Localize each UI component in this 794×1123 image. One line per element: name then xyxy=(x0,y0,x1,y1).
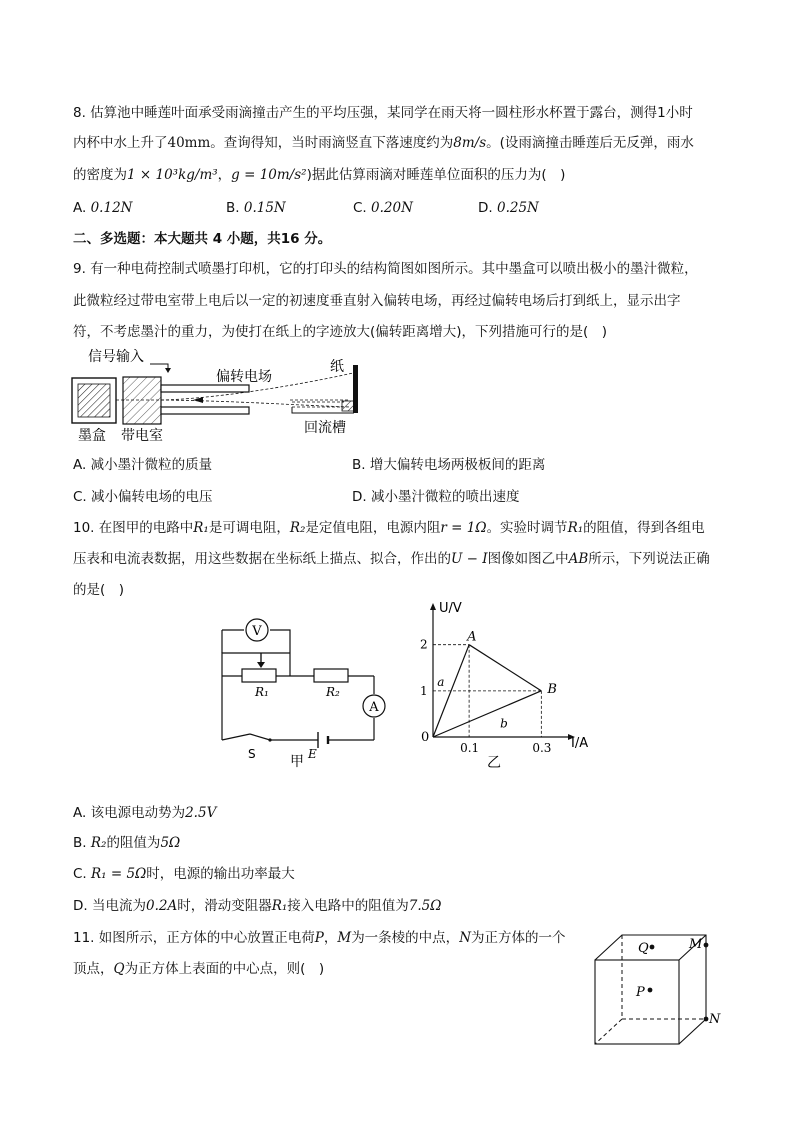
q8-line-3 xyxy=(73,165,565,185)
printer-diagram xyxy=(60,345,370,445)
q8-option-a[interactable]: A. 0.12N xyxy=(73,200,133,216)
point-p xyxy=(648,988,653,993)
cube-diagram xyxy=(585,925,725,1050)
q8-gravity: g = 10m/s² xyxy=(231,167,307,183)
q11-line-1: 11. 如图所示，正方体的中心放置正电荷P，M为一条棱的中点，N为正方体的一个 xyxy=(73,930,566,946)
charge-label: 带电室 xyxy=(121,428,163,444)
point-n-label: N xyxy=(709,1012,721,1027)
point-n xyxy=(704,1017,709,1022)
section-heading: 二、多选题：本大题共 4 小题，共16 分。 xyxy=(73,231,332,247)
upper-plate xyxy=(161,385,249,392)
q9-line-3: 符，不考虑墨汁的重力，为使打在纸上的字迹放大(偏转距离增大)，下列措施可行的是( ) xyxy=(73,324,608,340)
gutter-label: 回流槽 xyxy=(304,420,346,436)
q10-option-c[interactable]: C. R₁ = 5Ω时，电源的输出功率最大 xyxy=(73,866,295,882)
q10-line-3: 的是( ) xyxy=(73,582,125,598)
ammeter-label: A xyxy=(369,700,379,715)
q8-speed: 8m/s xyxy=(453,135,487,151)
ink-label: 墨盒 xyxy=(78,428,106,444)
gutter xyxy=(342,401,354,411)
q11-line-2: 顶点，Q为正方体上表面的中心点，则( ) xyxy=(73,961,325,977)
point-p-label: P xyxy=(636,985,645,1000)
x-tick-label: 0.3 xyxy=(532,741,552,755)
cube-front-face xyxy=(595,960,679,1044)
line-b-label: b xyxy=(500,716,508,731)
signal-input-label: 信号输入 xyxy=(88,349,144,365)
signal-arrow xyxy=(165,368,171,373)
q8-text: 。查询得知，当时雨滴竖直下落速度约为 xyxy=(210,135,454,151)
circuit-caption: 甲 xyxy=(290,754,304,770)
charge-chamber xyxy=(123,377,161,424)
paper-label: 纸 xyxy=(330,359,344,375)
r2-resistor xyxy=(314,669,348,682)
q10-line-2: 压表和电流表数据，用这些数据在坐标纸上描点、拟合，作出的U − I图像如图乙中AB所示，下列说法正确 xyxy=(73,551,710,567)
series-line-b xyxy=(433,691,541,737)
q8-option-b[interactable]: B. 0.15N xyxy=(226,200,286,216)
q10-option-d[interactable]: D. 当电流为0.2A时，滑动变阻器R₁接入电路中的阻值为7.5Ω xyxy=(73,898,442,914)
ink-box-inner xyxy=(78,384,110,417)
q10-option-b[interactable]: B. R₂的阻值为5Ω xyxy=(73,835,181,851)
x-tick-label: 0.1 xyxy=(460,741,480,755)
y-tick-label: 2 xyxy=(420,637,428,652)
lower-plate xyxy=(161,407,249,414)
point-label-a: A xyxy=(467,629,477,645)
ui-chart xyxy=(408,600,589,771)
q9-option-a[interactable]: A. 减小墨汁微粒的质量 xyxy=(73,457,213,473)
q8-text: 内杯中水上升了 xyxy=(73,135,168,151)
q8-density: 1 × 10³kg/m³ xyxy=(127,167,218,183)
q8-line-1: 8. 估算池中睡莲叶面承受雨滴撞击产生的平均压强，某同学在雨天将一圆柱形水杯置于露台，测得1小时 xyxy=(73,105,693,121)
y-tick-label: 1 xyxy=(420,683,428,698)
point-label-b: B xyxy=(547,681,557,697)
q8-line-2 xyxy=(73,133,694,153)
q8-text: 。(设雨滴撞击睡莲后无反弹，雨水 xyxy=(486,135,694,151)
r1-label: R₁ xyxy=(255,685,269,699)
q9-line-1: 9. 有一种电荷控制式喷墨打印机，它的打印头的结构简图如图所示。其中墨盒可以喷出极小的墨汁微粒， xyxy=(73,261,698,277)
wire-left xyxy=(222,653,230,740)
point-m-label: M xyxy=(689,937,703,952)
y-axis-arrow xyxy=(430,603,436,610)
point-q xyxy=(650,945,655,950)
r2-label: R₂ xyxy=(326,685,340,699)
droplet-path-3 xyxy=(161,400,350,407)
circuit-diagram xyxy=(210,610,400,770)
y-axis-label: U/V xyxy=(439,601,462,616)
q9-option-d[interactable]: D. 减小墨汁微粒的喷出速度 xyxy=(352,489,520,505)
graph-caption: 乙 xyxy=(487,755,501,771)
q10-option-a[interactable]: A. 该电源电动势为2.5V xyxy=(73,805,217,821)
switch-label: S xyxy=(248,747,256,761)
q8-text: 的密度为 xyxy=(73,167,127,183)
point-m xyxy=(704,943,709,948)
q8-text: )据此估算雨滴对睡莲单位面积的压力为( ) xyxy=(306,167,566,183)
series-line-ab xyxy=(469,645,541,691)
q9-option-b[interactable]: B. 增大偏转电场两极板间的距离 xyxy=(352,457,546,473)
field-label: 偏转电场 xyxy=(216,369,272,385)
q8-option-d[interactable]: D. 0.25N xyxy=(478,200,539,216)
r1-resistor xyxy=(242,669,276,682)
q9-line-2: 此微粒经过带电室带上电后以一定的初速度垂直射入偏转电场，再经过偏转电场后打到纸上，显示出字 xyxy=(73,293,681,309)
q8-text: ， xyxy=(217,167,232,183)
switch xyxy=(250,734,270,740)
x-axis-label: I/A xyxy=(571,736,589,751)
origin-label: 0 xyxy=(421,730,430,745)
q8-option-c[interactable]: C. 0.20N xyxy=(353,200,413,216)
q8-height: 40mm xyxy=(167,135,211,151)
line-a-label: a xyxy=(437,675,445,690)
voltmeter-label: V xyxy=(252,624,262,639)
point-q-label: Q xyxy=(638,941,649,956)
emf-label: E xyxy=(308,747,317,761)
q10-line-1: 10. 在图甲的电路中R₁是可调电阻，R₂是定值电阻，电源内阻r = 1Ω。实验时调节R₁的阻值，得到各组电 xyxy=(73,520,705,536)
q9-option-c[interactable]: C. 减小偏转电场的电压 xyxy=(73,489,213,505)
